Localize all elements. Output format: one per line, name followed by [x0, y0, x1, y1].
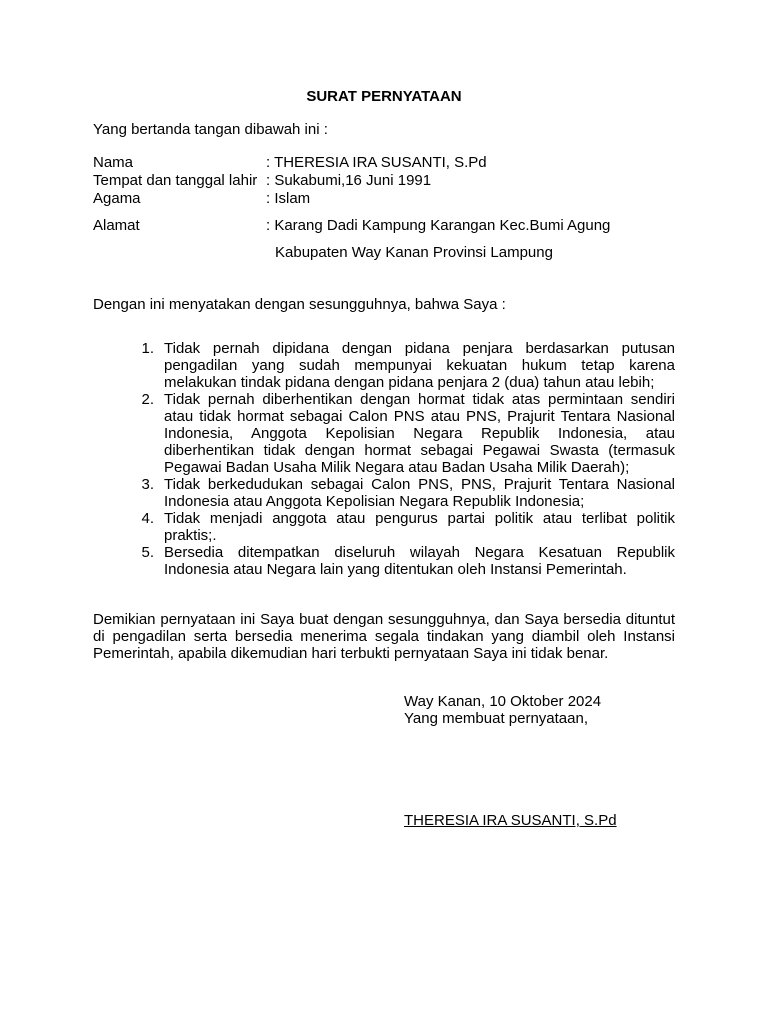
- list-text: Bersedia ditempatkan diseluruh wilayah Negara Kesatuan Republik Indonesia atau Negara lain yang ditentukan oleh Instansi Pemerintah.: [164, 544, 675, 578]
- list-number: 1.: [141, 340, 154, 357]
- field-label: Nama: [93, 154, 134, 171]
- document-title: SURAT PERNYATAAN: [306, 88, 462, 105]
- statement-list: [93, 340, 675, 578]
- list-text: Tidak pernah diberhentikan dengan hormat tidak atas permintaan sendiri atau tidak hormat sebagai Calon PNS atau PNS, Prajurit Tentara Nasional Indonesia, Anggota Kepolisian Negara Republik Indonesia, atau diberhentikan tidak dengan hormat sebagai Pegawai Swasta (termasuk Pegawai Badan Usaha Milik Negara atau Badan Usaha Milik Daerah);: [164, 391, 675, 476]
- list-number: 3.: [141, 476, 154, 493]
- list-number: 4.: [141, 510, 154, 527]
- field-label: Alamat: [93, 217, 140, 234]
- list-text: Tidak berkedudukan sebagai Calon PNS, PNS, Prajurit Tentara Nasional Indonesia atau Anggota Kepolisian Negara Republik Indonesia;: [164, 476, 675, 510]
- intro-text: Yang bertanda tangan dibawah ini :: [93, 121, 328, 138]
- field-value: : THERESIA IRA SUSANTI, S.Pd: [266, 154, 487, 171]
- field-value: : Sukabumi,16 Juni 1991: [266, 172, 432, 189]
- field-value: : Karang Dadi Kampung Karangan Kec.Bumi Agung: [266, 217, 611, 234]
- declaration-text: Dengan ini menyatakan dengan sesungguhnya, bahwa Saya :: [93, 296, 506, 313]
- list-number: 2.: [141, 391, 154, 408]
- list-item: [93, 391, 675, 476]
- list-item: [93, 510, 675, 544]
- closing-paragraph: Demikian pernyataan ini Saya buat dengan sesungguhnya, dan Saya bersedia dituntut di pengadilan serta bersedia menerima segala tindakan yang diambil oleh Instansi Pemerintah, apabila dikemudian hari terbukti pernyataan Saya ini tidak benar.: [93, 611, 675, 662]
- field-row-alamat-cont: [93, 244, 553, 261]
- list-text: Tidak menjadi anggota atau pengurus partai politik atau terlibat politik praktis;.: [164, 510, 675, 544]
- list-item: [93, 544, 675, 578]
- field-label: Agama: [93, 190, 141, 207]
- signer-name: THERESIA IRA SUSANTI, S.Pd: [404, 812, 617, 829]
- list-item: [93, 340, 675, 391]
- field-value: Kabupaten Way Kanan Provinsi Lampung: [275, 244, 553, 261]
- field-row-birth: [93, 172, 431, 189]
- list-item: [93, 476, 675, 510]
- field-label: Tempat dan tanggal lahir: [93, 172, 258, 189]
- field-row-agama: [93, 190, 310, 207]
- field-value: : Islam: [266, 190, 311, 207]
- list-text: Tidak pernah dipidana dengan pidana penjara berdasarkan putusan pengadilan yang sudah mempunyai kekuatan hukum tetap karena melakukan tindak pidana dengan pidana penjara 2 (dua) tahun atau lebih;: [164, 340, 675, 391]
- list-number: 5.: [141, 544, 154, 561]
- place-date: Way Kanan, 10 Oktober 2024: [404, 693, 602, 710]
- field-row-alamat: [93, 217, 610, 234]
- maker-label: Yang membuat pernyataan,: [404, 710, 589, 727]
- field-row-nama: [93, 154, 487, 171]
